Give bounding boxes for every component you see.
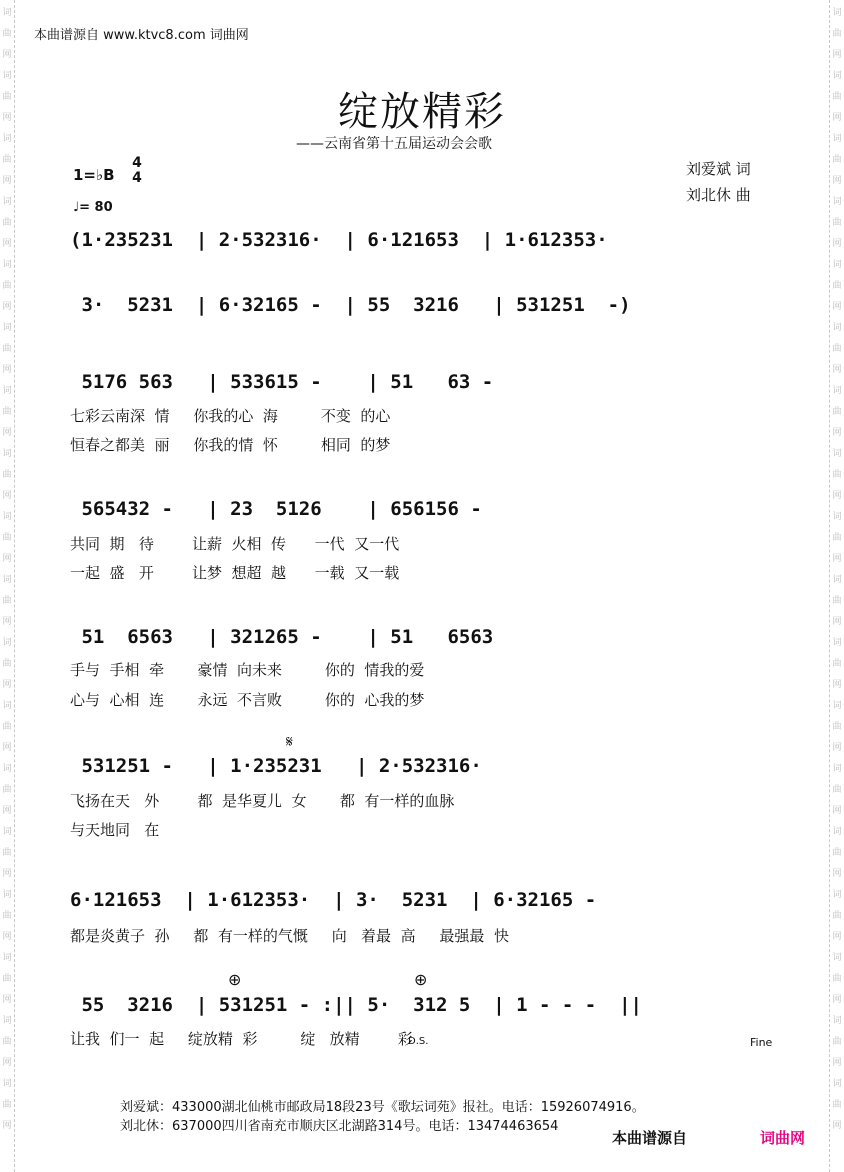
- side-watermark-glyph: 词: [2, 764, 12, 774]
- lyricist-credit: 刘爱斌 词: [686, 160, 751, 178]
- side-watermark-glyph: 曲: [2, 470, 12, 480]
- lyric-row-6a: 飞扬在天 外 都 是华夏儿 女 都 有一样的血脉: [70, 792, 455, 810]
- time-signature: [131, 156, 143, 186]
- song-subtitle: ——云南省第十五届运动会会歌: [296, 136, 492, 152]
- side-watermark-glyph: 网: [832, 617, 842, 627]
- side-watermark-glyph: 曲: [2, 659, 12, 669]
- song-title: 绽放精彩: [338, 89, 506, 135]
- side-watermark-glyph: 词: [832, 638, 842, 648]
- score-row-6: 531251 - | 1·235231 | 2·532316·: [70, 755, 482, 777]
- side-watermark-glyph: 曲: [832, 281, 842, 291]
- time-signature-bottom: 4: [132, 170, 142, 186]
- lyric-row-6b: 与天地同 在: [70, 821, 160, 839]
- side-watermark-glyph: 曲: [2, 1100, 12, 1110]
- score-row-3: 5176 563 | 533615 - | 51 63 -: [70, 371, 494, 393]
- side-watermark-glyph: 曲: [832, 470, 842, 480]
- side-watermark-glyph: 词: [832, 134, 842, 144]
- source-header: 本曲谱源自 www.ktvc8.com 词曲网: [34, 28, 249, 43]
- side-watermark-glyph: 曲: [832, 1037, 842, 1047]
- lyric-row-8: 让我 们一 起 绽放精 彩 绽 放精 彩: [70, 1030, 413, 1048]
- side-watermark-glyph: 网: [2, 680, 12, 690]
- side-watermark-glyph: 曲: [2, 974, 12, 984]
- key-signature: 1=♭B: [73, 166, 115, 184]
- segno-sign: 𝄋: [286, 732, 293, 751]
- side-watermark-glyph: 曲: [832, 911, 842, 921]
- side-watermark-glyph: 词: [832, 1016, 842, 1026]
- side-watermark-glyph: 曲: [2, 29, 12, 39]
- side-watermark-glyph: 词: [832, 197, 842, 207]
- time-signature-top: 4: [132, 155, 142, 171]
- side-watermark-glyph: 网: [832, 176, 842, 186]
- side-watermark-glyph: 曲: [832, 785, 842, 795]
- side-watermark-glyph: 网: [832, 239, 842, 249]
- side-watermark-glyph: 词: [832, 71, 842, 81]
- score-row-7: 6·121653 | 1·612353· | 3· 5231 | 6·32165 -: [70, 889, 597, 911]
- side-watermark-glyph: 词: [2, 890, 12, 900]
- side-watermark-glyph: 词: [2, 827, 12, 837]
- side-watermark-glyph: 网: [2, 995, 12, 1005]
- side-watermark-glyph: 网: [832, 1121, 842, 1131]
- side-watermark-glyph: 网: [832, 113, 842, 123]
- side-watermark-glyph: 曲: [2, 596, 12, 606]
- side-watermark-glyph: 网: [2, 869, 12, 879]
- score-row-4: 565432 - | 23 5126 | 656156 -: [70, 498, 482, 520]
- side-watermark-glyph: 词: [2, 575, 12, 585]
- side-watermark-glyph: 词: [832, 575, 842, 585]
- side-watermark-glyph: 词: [2, 71, 12, 81]
- side-watermark-glyph: 曲: [832, 659, 842, 669]
- side-watermark-glyph: 网: [2, 50, 12, 60]
- side-watermark-glyph: 词: [2, 512, 12, 522]
- side-watermark-glyph: 曲: [2, 533, 12, 543]
- side-watermark-glyph: 曲: [832, 596, 842, 606]
- side-watermark-glyph: 网: [832, 869, 842, 879]
- side-watermark-glyph: 曲: [2, 407, 12, 417]
- side-watermark-glyph: 网: [2, 428, 12, 438]
- side-watermark-glyph: 网: [832, 302, 842, 312]
- lyric-row-7: 都是炎黄子 孙 都 有一样的气慨 向 着最 高 最强最 快: [70, 927, 509, 945]
- brand-source-label: 本曲谱源自: [612, 1129, 688, 1147]
- score-row-1: (1·235231 | 2·532316· | 6·121653 | 1·612353·: [70, 229, 608, 251]
- side-watermark-glyph: 曲: [2, 722, 12, 732]
- side-watermark-glyph: 网: [2, 491, 12, 501]
- side-watermark-glyph: 曲: [832, 974, 842, 984]
- side-watermark-glyph: 网: [832, 806, 842, 816]
- side-watermark-glyph: 词: [832, 323, 842, 333]
- side-watermark-glyph: 网: [2, 1121, 12, 1131]
- side-watermark-glyph: 曲: [2, 785, 12, 795]
- tempo-marking: ♩= 80: [73, 200, 113, 215]
- side-watermark-glyph: 词: [832, 701, 842, 711]
- brand-logo-text: 词曲网: [760, 1129, 806, 1147]
- coda-sign-1: ⊕: [228, 970, 242, 989]
- lyric-row-5b: 心与 心相 连 永远 不言败 你的 心我的梦: [70, 691, 425, 709]
- side-watermark-glyph: 曲: [832, 92, 842, 102]
- side-watermark-glyph: 网: [2, 743, 12, 753]
- side-watermark-glyph: 网: [2, 239, 12, 249]
- side-watermark-glyph: 曲: [2, 281, 12, 291]
- score-row-8: 55 3216 | 531251 - :|| 5· 312 5 | 1 - - - ||: [70, 994, 642, 1016]
- side-watermark-glyph: 曲: [2, 155, 12, 165]
- side-watermark-glyph: 曲: [2, 92, 12, 102]
- ds-marking: D.S.: [408, 1036, 429, 1047]
- side-watermark-glyph: 词: [2, 197, 12, 207]
- side-watermark-glyph: 曲: [2, 848, 12, 858]
- side-watermark-glyph: 曲: [2, 1037, 12, 1047]
- side-watermark-glyph: 网: [832, 995, 842, 1005]
- side-watermark-glyph: 词: [832, 764, 842, 774]
- side-watermark-glyph: 词: [2, 1016, 12, 1026]
- side-watermark-glyph: 曲: [832, 533, 842, 543]
- side-watermark-glyph: 曲: [2, 911, 12, 921]
- side-watermark-glyph: 网: [832, 491, 842, 501]
- lyric-row-4a: 共同 期 待 让薪 火相 传 一代 又一代: [70, 535, 400, 553]
- side-watermark-glyph: 网: [2, 932, 12, 942]
- fine-marking: Fine: [750, 1036, 773, 1049]
- side-watermark-glyph: 词: [2, 323, 12, 333]
- side-watermark-glyph: 网: [2, 176, 12, 186]
- footer-contact-composer: 刘北休：637000四川省南充市顺庆区北湖路314号。电话：13474463654: [120, 1119, 559, 1134]
- side-watermark-glyph: 网: [2, 554, 12, 564]
- side-watermark-glyph: 词: [832, 449, 842, 459]
- side-watermark-glyph: 词: [832, 890, 842, 900]
- side-watermark-glyph: 曲: [832, 218, 842, 228]
- side-watermark-glyph: 网: [832, 554, 842, 564]
- lyric-row-3b: 恒春之都美 丽 你我的情 怀 相同 的梦: [70, 436, 391, 454]
- side-watermark-glyph: 网: [2, 365, 12, 375]
- lyric-row-5a: 手与 手相 牵 豪情 向未来 你的 情我的爱: [70, 661, 425, 679]
- side-watermark-glyph: 网: [832, 50, 842, 60]
- side-watermark-glyph: 网: [832, 365, 842, 375]
- side-watermark-glyph: 曲: [2, 218, 12, 228]
- side-watermark-glyph: 词: [832, 260, 842, 270]
- side-watermark-glyph: 曲: [832, 155, 842, 165]
- side-watermark-glyph: 曲: [832, 344, 842, 354]
- side-watermark-glyph: 曲: [832, 1100, 842, 1110]
- side-watermark-glyph: 词: [2, 260, 12, 270]
- left-border-strip: [0, 0, 15, 1172]
- side-watermark-glyph: 网: [832, 680, 842, 690]
- score-row-5: 51 6563 | 321265 - | 51 6563: [70, 626, 494, 648]
- footer-contact-lyricist: 刘爱斌：433000湖北仙桃市邮政局18段23号《歌坛词苑》报社。电话：15926074916。: [120, 1100, 645, 1115]
- side-watermark-glyph: 词: [2, 386, 12, 396]
- side-watermark-glyph: 网: [2, 302, 12, 312]
- side-watermark-glyph: 词: [2, 953, 12, 963]
- lyric-row-3a: 七彩云南深 情 你我的心 海 不变 的心: [70, 407, 391, 425]
- side-watermark-glyph: 曲: [2, 344, 12, 354]
- side-watermark-glyph: 网: [832, 1058, 842, 1068]
- side-watermark-glyph: 词: [832, 8, 842, 18]
- side-watermark-glyph: 网: [832, 428, 842, 438]
- side-watermark-glyph: 词: [2, 701, 12, 711]
- side-watermark-glyph: 网: [832, 743, 842, 753]
- right-border-strip: [829, 0, 844, 1172]
- side-watermark-glyph: 词: [832, 512, 842, 522]
- side-watermark-glyph: 词: [2, 449, 12, 459]
- side-watermark-glyph: 网: [2, 806, 12, 816]
- side-watermark-glyph: 词: [2, 134, 12, 144]
- side-watermark-glyph: 词: [832, 827, 842, 837]
- side-watermark-glyph: 网: [832, 932, 842, 942]
- side-watermark-glyph: 网: [2, 113, 12, 123]
- side-watermark-glyph: 词: [832, 386, 842, 396]
- composer-credit: 刘北休 曲: [686, 186, 751, 204]
- side-watermark-glyph: 词: [832, 1079, 842, 1089]
- score-row-2: 3· 5231 | 6·32165 - | 55 3216 | 531251 -): [70, 294, 631, 316]
- side-watermark-glyph: 曲: [832, 722, 842, 732]
- side-watermark-glyph: 词: [832, 953, 842, 963]
- side-watermark-glyph: 曲: [832, 848, 842, 858]
- side-watermark-glyph: 词: [2, 638, 12, 648]
- side-watermark-glyph: 词: [2, 8, 12, 18]
- lyric-row-4b: 一起 盛 开 让梦 想超 越 一载 又一载: [70, 564, 400, 582]
- coda-sign-2: ⊕: [414, 970, 428, 989]
- side-watermark-glyph: 网: [2, 617, 12, 627]
- side-watermark-glyph: 曲: [832, 29, 842, 39]
- side-watermark-glyph: 网: [2, 1058, 12, 1068]
- side-watermark-glyph: 曲: [832, 407, 842, 417]
- side-watermark-glyph: 词: [2, 1079, 12, 1089]
